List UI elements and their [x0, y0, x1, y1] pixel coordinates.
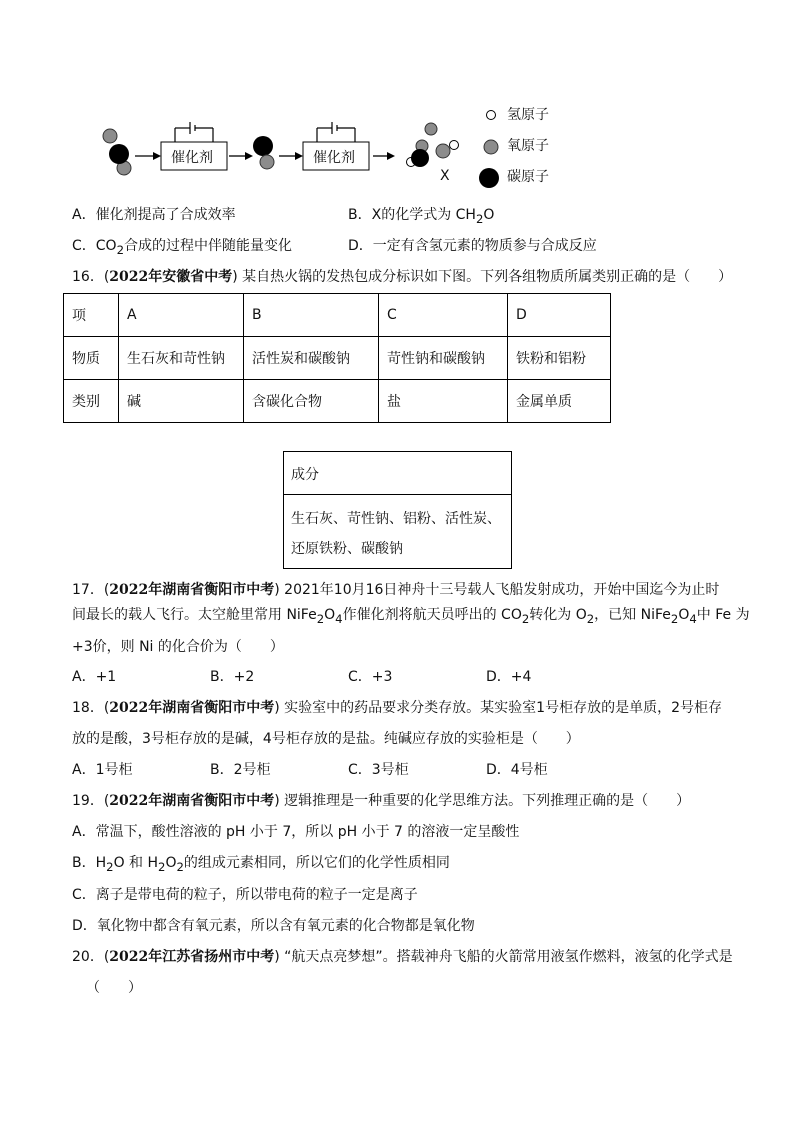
table-cell: 金属单质 [508, 380, 611, 423]
q18-source: 2022年湖南省衡阳市中考 [109, 700, 275, 716]
q17-option-b: B．+2 [210, 669, 255, 685]
ingredients-box [283, 451, 512, 569]
table-cell: A [119, 294, 244, 337]
table-cell: 类别 [64, 380, 119, 423]
table-cell: 碱 [119, 380, 244, 423]
table-cell: B [244, 294, 379, 337]
table-cell: 项 [64, 294, 119, 337]
q19-option-a: A．常温下，酸性溶液的 pH 小于 7，所以 pH 小于 7 的溶液一定呈酸性 [72, 824, 520, 840]
carbon-atom-icon [478, 167, 500, 189]
table-cell: 苛性钠和碳酸钠 [379, 337, 508, 380]
q15-option-a: A．催化剂提高了合成效率 [72, 207, 236, 223]
table-cell: C [379, 294, 508, 337]
oxygen-atom-icon [482, 138, 500, 156]
table-cell: 活性炭和碳酸钠 [244, 337, 379, 380]
energy-source-icon [175, 122, 213, 142]
q17-option-c: C．+3 [348, 669, 393, 685]
q17-option-d: D．+4 [486, 669, 532, 685]
q18-stem-line-2: 放的是酸，3号柜存放的是碱，4号柜存放的是盐。纯碱应存放的实验柜是（ ） [72, 731, 580, 747]
legend-oxygen: 氧原子 [507, 138, 549, 154]
table-row [64, 337, 611, 380]
q19-option-d: D．氧化物中都含有氧元素，所以含有氧元素的化合物都是氧化物 [72, 918, 475, 934]
q19-source: 2022年湖南省衡阳市中考 [109, 793, 275, 809]
q18-option-d: D．4号柜 [486, 762, 548, 778]
table-row [64, 380, 611, 423]
table-cell: 物质 [64, 337, 119, 380]
q18-option-a: A．1号柜 [72, 762, 133, 778]
q19-option-c: C．离子是带电荷的粒子，所以带电荷的粒子一定是离子 [72, 887, 418, 903]
q16-stem: 16．(2022年安徽省中考) 某自热火锅的发热包成分标识如下图。下列各组物质所属类别正确的是（ ） [72, 269, 733, 285]
q17-stem-line-3: +3价，则 Ni 的化合价为（ ） [72, 639, 284, 655]
q15-option-d: D．一定有含氢元素的物质参与合成反应 [348, 238, 597, 254]
q15-option-b: B．X的化学式为 $CH_2O$ [348, 207, 495, 226]
catalyst-label-2: 催化剂 [313, 150, 355, 166]
q20-stem: 20．(2022年江苏省扬州市中考) “航天点亮梦想”。搭载神舟飞船的火箭常用液氢作燃料，液氢的化学式是 [72, 949, 733, 965]
table-cell: 铁粉和铝粉 [508, 337, 611, 380]
co-molecule [253, 136, 274, 169]
q18-option-b: B．2号柜 [210, 762, 271, 778]
q20-answer-paren: （ ） [86, 980, 142, 996]
table-cell: 含碳化合物 [244, 380, 379, 423]
ingredients-divider [284, 494, 511, 495]
q19-option-b: B．$H_2O$ 和 $H_2O_2$的组成元素相同，所以它们的化学性质相同 [72, 855, 450, 874]
reaction-diagram [95, 110, 475, 190]
table-cell: D [508, 294, 611, 337]
table-cell: 盐 [379, 380, 508, 423]
energy-source-icon [317, 122, 355, 142]
x-label: X [440, 168, 450, 184]
legend-hydrogen: 氢原子 [507, 107, 549, 123]
q20-source: 2022年江苏省扬州市中考 [109, 949, 275, 965]
q17-stem-line-2: 间最长的载人飞行。太空舱里常用 $NiFe_2O_4$作催化剂将航天员呼出的 $CO_2$转化为 $O_2$，已知 $NiFe_2O_4$中 Fe 为 [72, 607, 750, 626]
catalyst-label-1: 催化剂 [171, 150, 213, 166]
x-molecule [407, 123, 459, 167]
q17-source: 2022年湖南省衡阳市中考 [109, 582, 275, 598]
ingredients-title: 成分 [291, 467, 319, 483]
q18-stem-line-1: 18．(2022年湖南省衡阳市中考) 实验室中的药品要求分类存放。某实验室1号柜存放的是单质，2号柜存 [72, 700, 722, 716]
co2-molecule [103, 129, 131, 175]
legend-carbon: 碳原子 [507, 169, 549, 185]
q18-option-c: C．3号柜 [348, 762, 409, 778]
q19-stem: 19．(2022年湖南省衡阳市中考) 逻辑推理是一种重要的化学思维方法。下列推理正确的是（ ） [72, 793, 691, 809]
table-row [64, 294, 611, 337]
q17-option-a: A．+1 [72, 669, 117, 685]
q16-source: 2022年安徽省中考 [109, 269, 233, 285]
hydrogen-atom-icon [484, 108, 498, 122]
ingredients-line-2: 还原铁粉、碳酸钠 [291, 541, 403, 557]
q16-table [63, 293, 611, 423]
ingredients-line-1: 生石灰、苛性钠、铝粉、活性炭、 [291, 511, 501, 527]
table-cell: 生石灰和苛性钠 [119, 337, 244, 380]
q17-stem-line-1: 17．(2022年湖南省衡阳市中考) 2021年10月16日神舟十三号载人飞船发射成功，开始中国迄今为止时 [72, 582, 720, 598]
q15-option-c: C．$CO_2$合成的过程中伴随能量变化 [72, 238, 292, 257]
